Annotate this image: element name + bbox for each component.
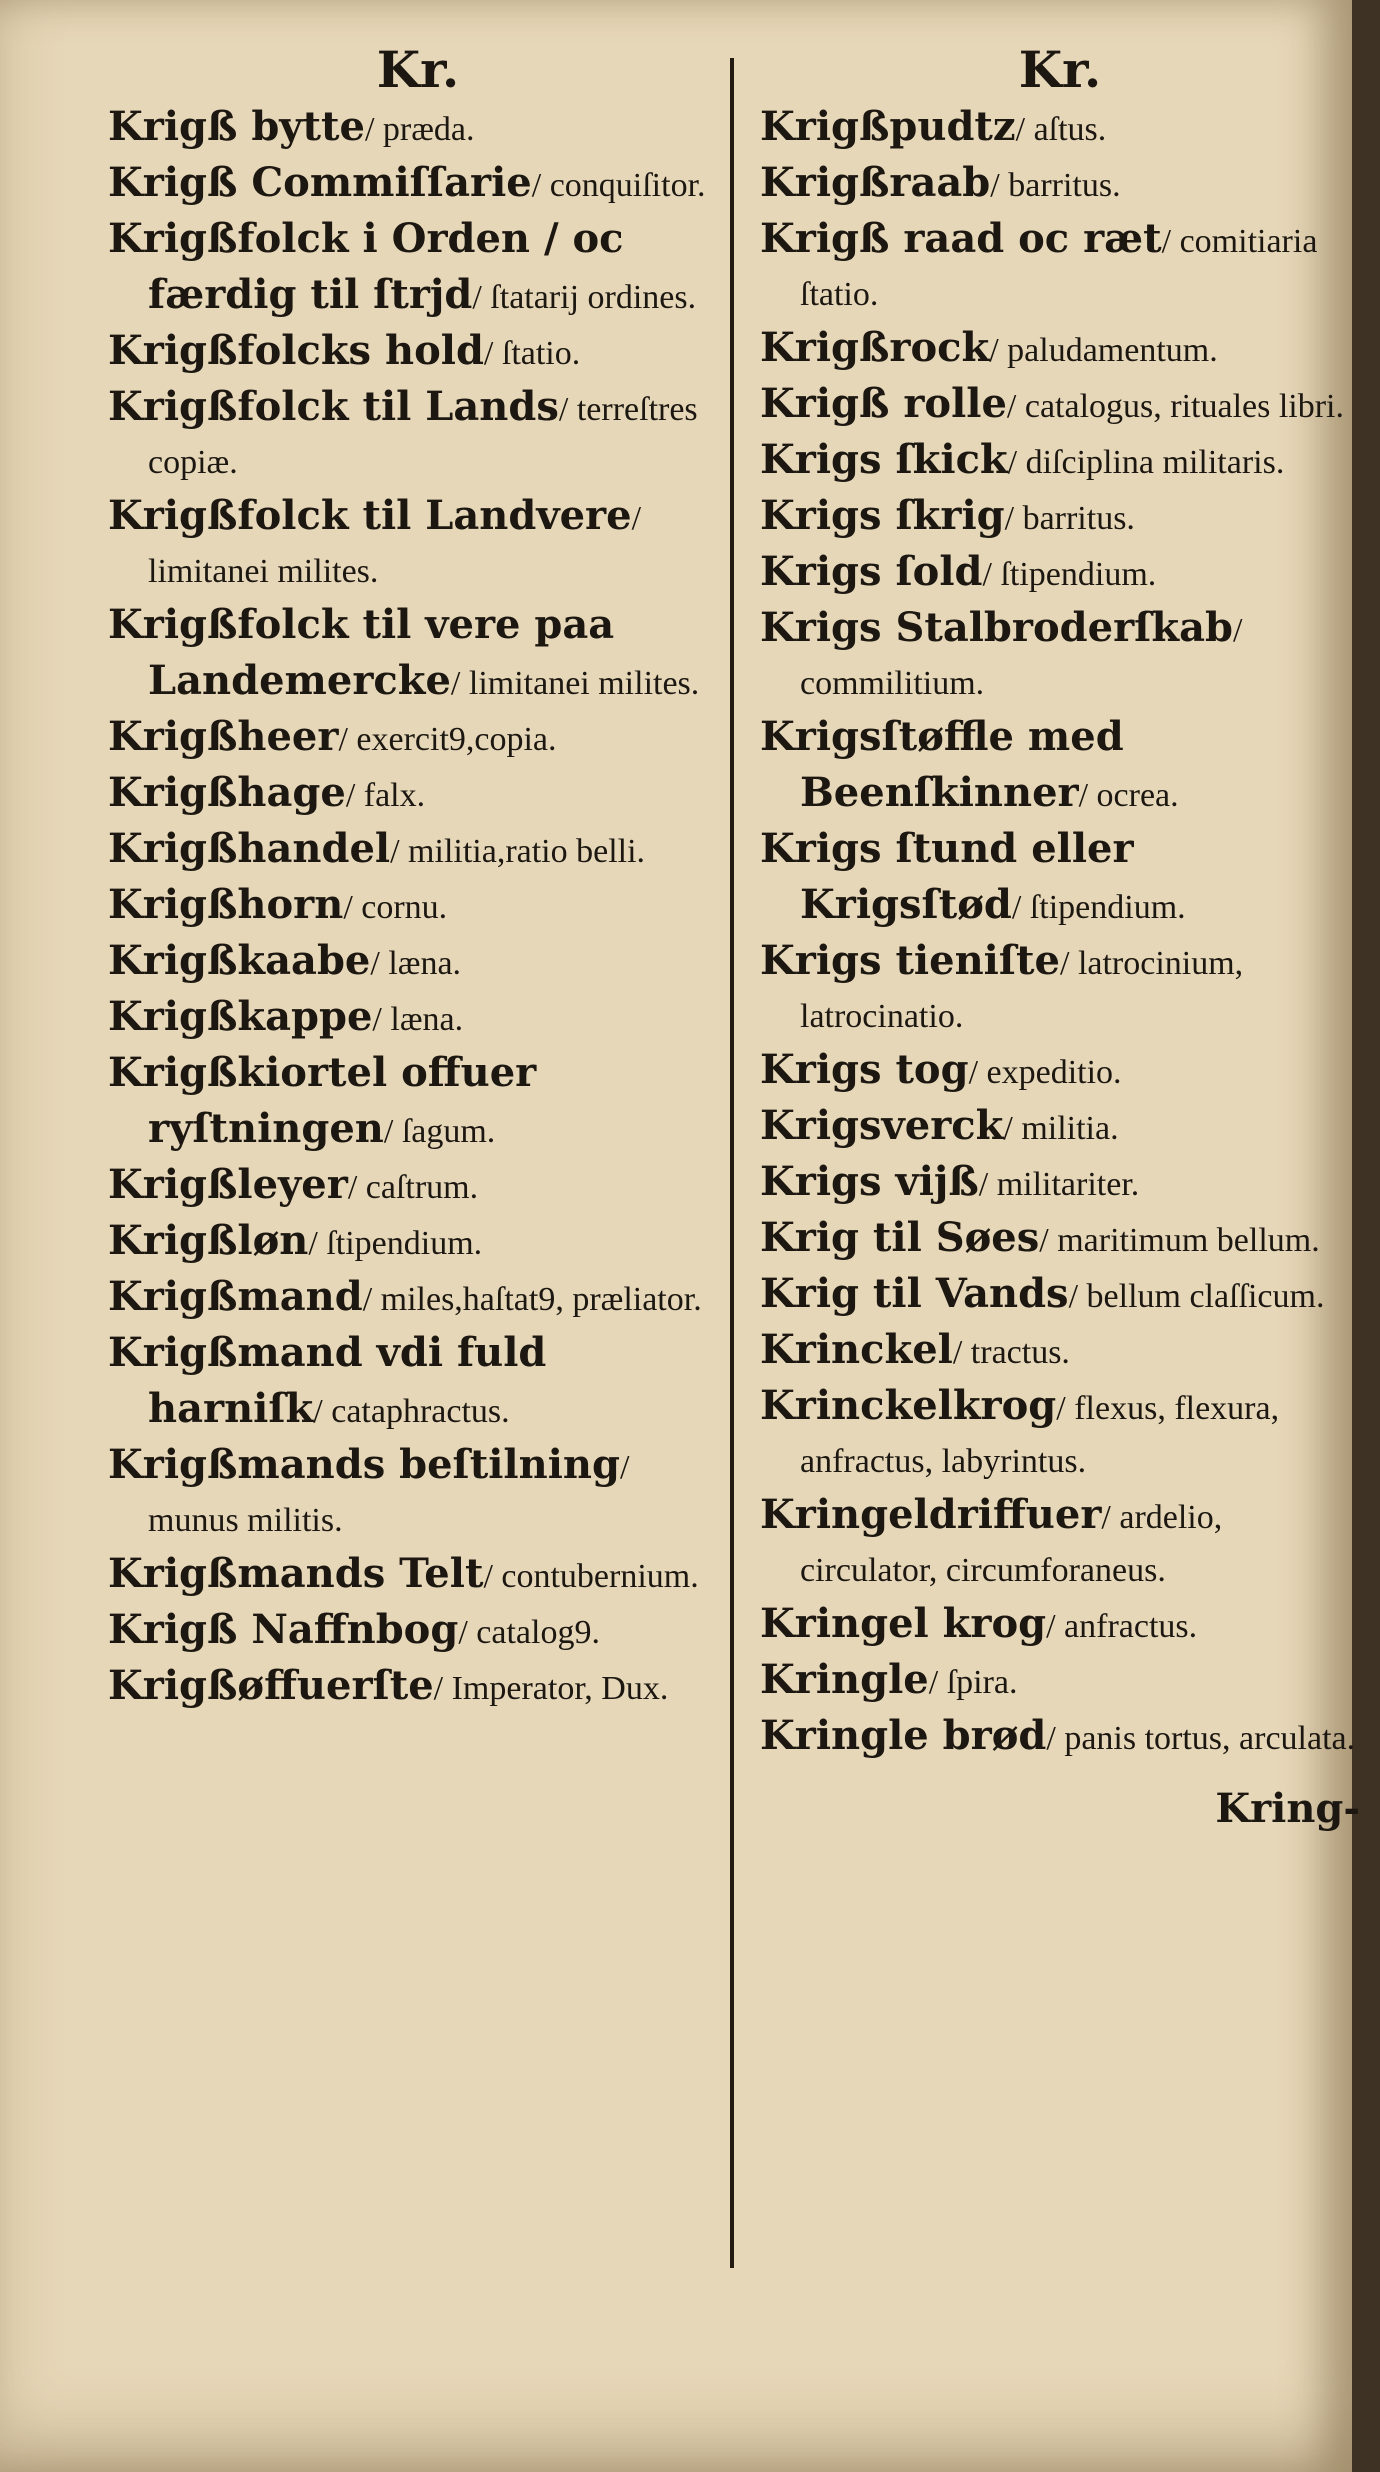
entry-latin: militariter. bbox=[996, 1166, 1140, 1203]
dictionary-entry: Krigß rolle/ catalogus, rituales libri. bbox=[760, 380, 1345, 427]
dictionary-entry: Krigßfolck til Lands/ terreſtres copiæ. bbox=[108, 383, 698, 481]
entry-latin: cataphractus. bbox=[331, 1393, 510, 1430]
entry-headword: Krigs tieniſte bbox=[760, 937, 1060, 984]
entry-latin: catalogus, rituales libri. bbox=[1024, 388, 1345, 425]
entry-latin: Imperator, Dux. bbox=[451, 1670, 669, 1707]
entry-headword: Krigßpudtz bbox=[760, 103, 1016, 150]
entry-headword: Krigs ſold bbox=[760, 548, 983, 595]
entry-headword: Krig til Vands bbox=[760, 1270, 1069, 1317]
dictionary-entry: Krigßkiortel offuer ryſtningen/ ſagum. bbox=[108, 1049, 537, 1152]
dictionary-entry: Krigßfolcks hold/ ſtatio. bbox=[108, 327, 581, 374]
entry-headword: Krigß Commiſſarie bbox=[108, 159, 532, 206]
entry-headword: Kringeldriffuer bbox=[760, 1491, 1102, 1538]
entry-headword: Krig til Søes bbox=[760, 1214, 1040, 1261]
entry-headword: Krigßkiortel offuer ryſtningen bbox=[108, 1049, 537, 1152]
entry-headword: Krigß bytte bbox=[108, 103, 365, 150]
entry-headword: Krigßfolck til Lands bbox=[108, 383, 559, 430]
entry-latin: commilitium. bbox=[800, 665, 985, 702]
dictionary-entry: Krigs tog/ expeditio. bbox=[760, 1046, 1122, 1093]
dictionary-entry: Krigßheer/ exercit9,copia. bbox=[108, 713, 557, 760]
entry-latin: conquiſitor. bbox=[549, 167, 706, 204]
entry-headword: Krigßmands beſtilning bbox=[108, 1441, 620, 1488]
entry-latin: miles,haſtat9, præliator. bbox=[380, 1281, 702, 1318]
dictionary-entry: Krig til Vands/ bellum claſſicum. bbox=[760, 1270, 1325, 1317]
dictionary-entry: Krigßfolck til Landvere/ limitanei milites. bbox=[108, 492, 642, 590]
dictionary-entry: Krigßmands Telt/ contubernium. bbox=[108, 1550, 699, 1597]
entry-headword: Krigs Stalbroderſkab bbox=[760, 604, 1233, 651]
entry-latin: ſtatio. bbox=[501, 335, 581, 372]
entry-latin: ſtatarij ordines. bbox=[490, 279, 697, 316]
dictionary-entry: Krigßfolck i Orden / oc færdig til ſtrjd/ ſtatarij ordines. bbox=[108, 215, 697, 318]
entry-headword: Krigß raad oc ræt bbox=[760, 215, 1162, 262]
dictionary-entry: Kringle/ ſpira. bbox=[760, 1656, 1018, 1703]
dictionary-entry: Krigßkappe/ læna. bbox=[108, 993, 464, 1040]
entry-latin: expeditio. bbox=[986, 1054, 1122, 1091]
dictionary-entry: Krigßmand/ miles,haſtat9, præliator. bbox=[108, 1273, 702, 1320]
entry-latin: ſagum. bbox=[401, 1113, 496, 1150]
entry-headword: Krigs ſtund eller Krigsſtød bbox=[760, 825, 1134, 928]
entry-latin: flexus, flexura, anfractus, labyrintus. bbox=[800, 1390, 1280, 1480]
entry-headword: Krigßhage bbox=[108, 769, 346, 816]
entry-latin: ſpira. bbox=[946, 1664, 1018, 1701]
dictionary-entry: Krigßpudtz/ aſtus. bbox=[760, 103, 1107, 150]
dictionary-entry: Krigßhage/ falx. bbox=[108, 769, 426, 816]
entry-latin: ocrea. bbox=[1096, 777, 1179, 814]
dictionary-entry: Krigßmand vdi fuld harniſk/ cataphractus. bbox=[108, 1329, 547, 1432]
column-divider bbox=[730, 58, 734, 2268]
entry-headword: Krigßkaabe bbox=[108, 937, 371, 984]
entry-headword: Kringle bbox=[760, 1656, 929, 1703]
entry-headword: Krigßløn bbox=[108, 1217, 309, 1264]
dictionary-entry: Krigßleyer/ caſtrum. bbox=[108, 1161, 479, 1208]
left-entries bbox=[108, 100, 728, 1715]
dictionary-entry: Krigßhorn/ cornu. bbox=[108, 881, 448, 928]
entry-latin: militia,ratio belli. bbox=[408, 833, 646, 870]
entry-latin: bellum claſſicum. bbox=[1086, 1278, 1325, 1315]
dictionary-entry: Krigßøffuerſte/ Imperator, Dux. bbox=[108, 1662, 669, 1709]
dictionary-entry: Krigs tieniſte/ latrocinium, latrocinatio. bbox=[760, 937, 1244, 1035]
entry-headword: Krigßraab bbox=[760, 159, 991, 206]
dictionary-entry: Krigßløn/ ſtipendium. bbox=[108, 1217, 483, 1264]
entry-latin: maritimum bellum. bbox=[1057, 1222, 1320, 1259]
entry-headword: Krigsſtøffle med Beenſkinner bbox=[760, 713, 1124, 816]
entry-latin: terreſtres copiæ. bbox=[148, 391, 698, 481]
entry-latin: ſtipendium. bbox=[1029, 889, 1186, 926]
entry-latin: limitanei milites. bbox=[468, 665, 700, 702]
entry-latin: aſtus. bbox=[1033, 111, 1107, 148]
entry-latin: falx. bbox=[363, 777, 426, 814]
entry-headword: Krigs tog bbox=[760, 1046, 969, 1093]
entry-latin: læna. bbox=[388, 945, 462, 982]
entry-headword: Krigßfolck til vere paa Landemercke bbox=[108, 601, 615, 704]
entry-latin: diſciplina militaris. bbox=[1025, 444, 1285, 481]
entry-headword: Krigßheer bbox=[108, 713, 339, 760]
dictionary-entry: Krigßfolck til vere paa Landemercke/ limitanei milites. bbox=[108, 601, 700, 704]
entry-headword: Krigßleyer bbox=[108, 1161, 348, 1208]
dictionary-entry: Krigs ſkrig/ barritus. bbox=[760, 492, 1135, 539]
entry-latin: ardelio, circulator, circumforaneus. bbox=[800, 1499, 1223, 1589]
entry-latin: limitanei milites. bbox=[148, 553, 379, 590]
dictionary-entry: Kringel krog/ anfractus. bbox=[760, 1600, 1198, 1647]
entry-headword: Krinckel bbox=[760, 1326, 953, 1373]
entry-latin: catalog9. bbox=[476, 1614, 600, 1651]
dictionary-entry: Krigs Stalbroderſkab/ commilitium. bbox=[760, 604, 1243, 702]
running-head-right: Kr. bbox=[1018, 40, 1102, 99]
dictionary-entry: Krinckel/ tractus. bbox=[760, 1326, 1070, 1373]
dictionary-entry: Krigs ſold/ ſtipendium. bbox=[760, 548, 1157, 595]
entry-headword: Kringel krog bbox=[760, 1600, 1047, 1647]
dictionary-entry: Krigs vijß/ militariter. bbox=[760, 1158, 1140, 1205]
dictionary-entry: Krig til Søes/ maritimum bellum. bbox=[760, 1214, 1320, 1261]
dictionary-entry: Kringle brød/ panis tortus, arculata. bbox=[760, 1712, 1356, 1759]
entry-latin: panis tortus, arculata. bbox=[1064, 1720, 1356, 1757]
entry-headword: Krigßøffuerſte bbox=[108, 1662, 434, 1709]
dictionary-entry: Krigß Commiſſarie/ conquiſitor. bbox=[108, 159, 706, 206]
entry-latin: paludamentum. bbox=[1007, 332, 1218, 369]
dictionary-entry: Krigß raad oc ræt/ comitiaria ſtatio. bbox=[760, 215, 1318, 313]
entry-latin: exercit9,copia. bbox=[356, 721, 557, 758]
entry-latin: barritus. bbox=[1008, 167, 1121, 204]
entry-latin: contubernium. bbox=[501, 1558, 699, 1595]
entry-headword: Krigßhorn bbox=[108, 881, 344, 928]
entry-latin: latrocinium, latrocinatio. bbox=[800, 945, 1244, 1035]
entry-headword: Krigsverck bbox=[760, 1102, 1004, 1149]
dictionary-entry: Krigßmands beſtilning/ munus militis. bbox=[108, 1441, 630, 1539]
dictionary-entry: Krigßkaabe/ læna. bbox=[108, 937, 462, 984]
dictionary-entry: Krigß Naffnbog/ catalog9. bbox=[108, 1606, 600, 1653]
entry-latin: munus militis. bbox=[148, 1502, 343, 1539]
entry-latin: caſtrum. bbox=[365, 1169, 479, 1206]
entry-latin: militia. bbox=[1021, 1110, 1119, 1147]
entry-latin: præda. bbox=[382, 111, 475, 148]
dictionary-entry: Krigßraab/ barritus. bbox=[760, 159, 1121, 206]
entry-latin: ſtipendium. bbox=[1000, 556, 1157, 593]
entry-latin: cornu. bbox=[361, 889, 448, 926]
dictionary-entry: Kringeldriffuer/ ardelio, circulator, circumforaneus. bbox=[760, 1491, 1223, 1589]
entry-latin: comitiaria ſtatio. bbox=[800, 223, 1318, 313]
entry-headword: Krinckelkrog bbox=[760, 1382, 1057, 1429]
entry-headword: Krigßrock bbox=[760, 324, 990, 371]
entry-headword: Krigßfolcks hold bbox=[108, 327, 484, 374]
entry-headword: Krigs ſkrig bbox=[760, 492, 1005, 539]
dictionary-entry: Krigß bytte/ præda. bbox=[108, 103, 475, 150]
dictionary-entry: Krigsverck/ militia. bbox=[760, 1102, 1119, 1149]
entry-headword: Krigßmand vdi fuld harniſk bbox=[108, 1329, 547, 1432]
entry-latin: tractus. bbox=[970, 1334, 1070, 1371]
entry-headword: Krigßhandel bbox=[108, 825, 391, 872]
entry-latin: barritus. bbox=[1022, 500, 1135, 537]
entry-headword: Krigßmand bbox=[108, 1273, 363, 1320]
dictionary-entry: Krinckelkrog/ flexus, flexura, anfractus, labyrintus. bbox=[760, 1382, 1280, 1480]
entry-headword: Krigßfolck i Orden / oc færdig til ſtrjd bbox=[108, 215, 624, 318]
dictionary-entry: Krigs ſtund eller Krigsſtød/ ſtipendium. bbox=[760, 825, 1186, 928]
entry-headword: Krigßkappe bbox=[108, 993, 373, 1040]
entry-headword: Krigßmands Telt bbox=[108, 1550, 484, 1597]
entry-latin: læna. bbox=[390, 1001, 464, 1038]
entry-headword: Krigs ſkick bbox=[760, 436, 1008, 483]
dictionary-entry: Krigsſtøffle med Beenſkinner/ ocrea. bbox=[760, 713, 1179, 816]
entry-headword: Krigß Naffnbog bbox=[108, 1606, 459, 1653]
running-head-left: Kr. bbox=[376, 40, 460, 99]
dictionary-entry: Krigßhandel/ militia,ratio belli. bbox=[108, 825, 646, 872]
entry-headword: Kringle brød bbox=[760, 1712, 1047, 1759]
dictionary-entry: Krigßrock/ paludamentum. bbox=[760, 324, 1218, 371]
right-column bbox=[760, 40, 1360, 1839]
dictionary-entry: Krigs ſkick/ diſciplina militaris. bbox=[760, 436, 1285, 483]
catchword: Kring- bbox=[1215, 1785, 1360, 1832]
entry-headword: Krigß rolle bbox=[760, 380, 1007, 427]
entry-headword: Krigs vijß bbox=[760, 1158, 979, 1205]
right-entries bbox=[760, 100, 1360, 1765]
entry-latin: anfractus. bbox=[1064, 1608, 1198, 1645]
entry-latin: ſtipendium. bbox=[326, 1225, 483, 1262]
left-column bbox=[108, 40, 728, 1715]
entry-headword: Krigßfolck til Landvere bbox=[108, 492, 632, 539]
